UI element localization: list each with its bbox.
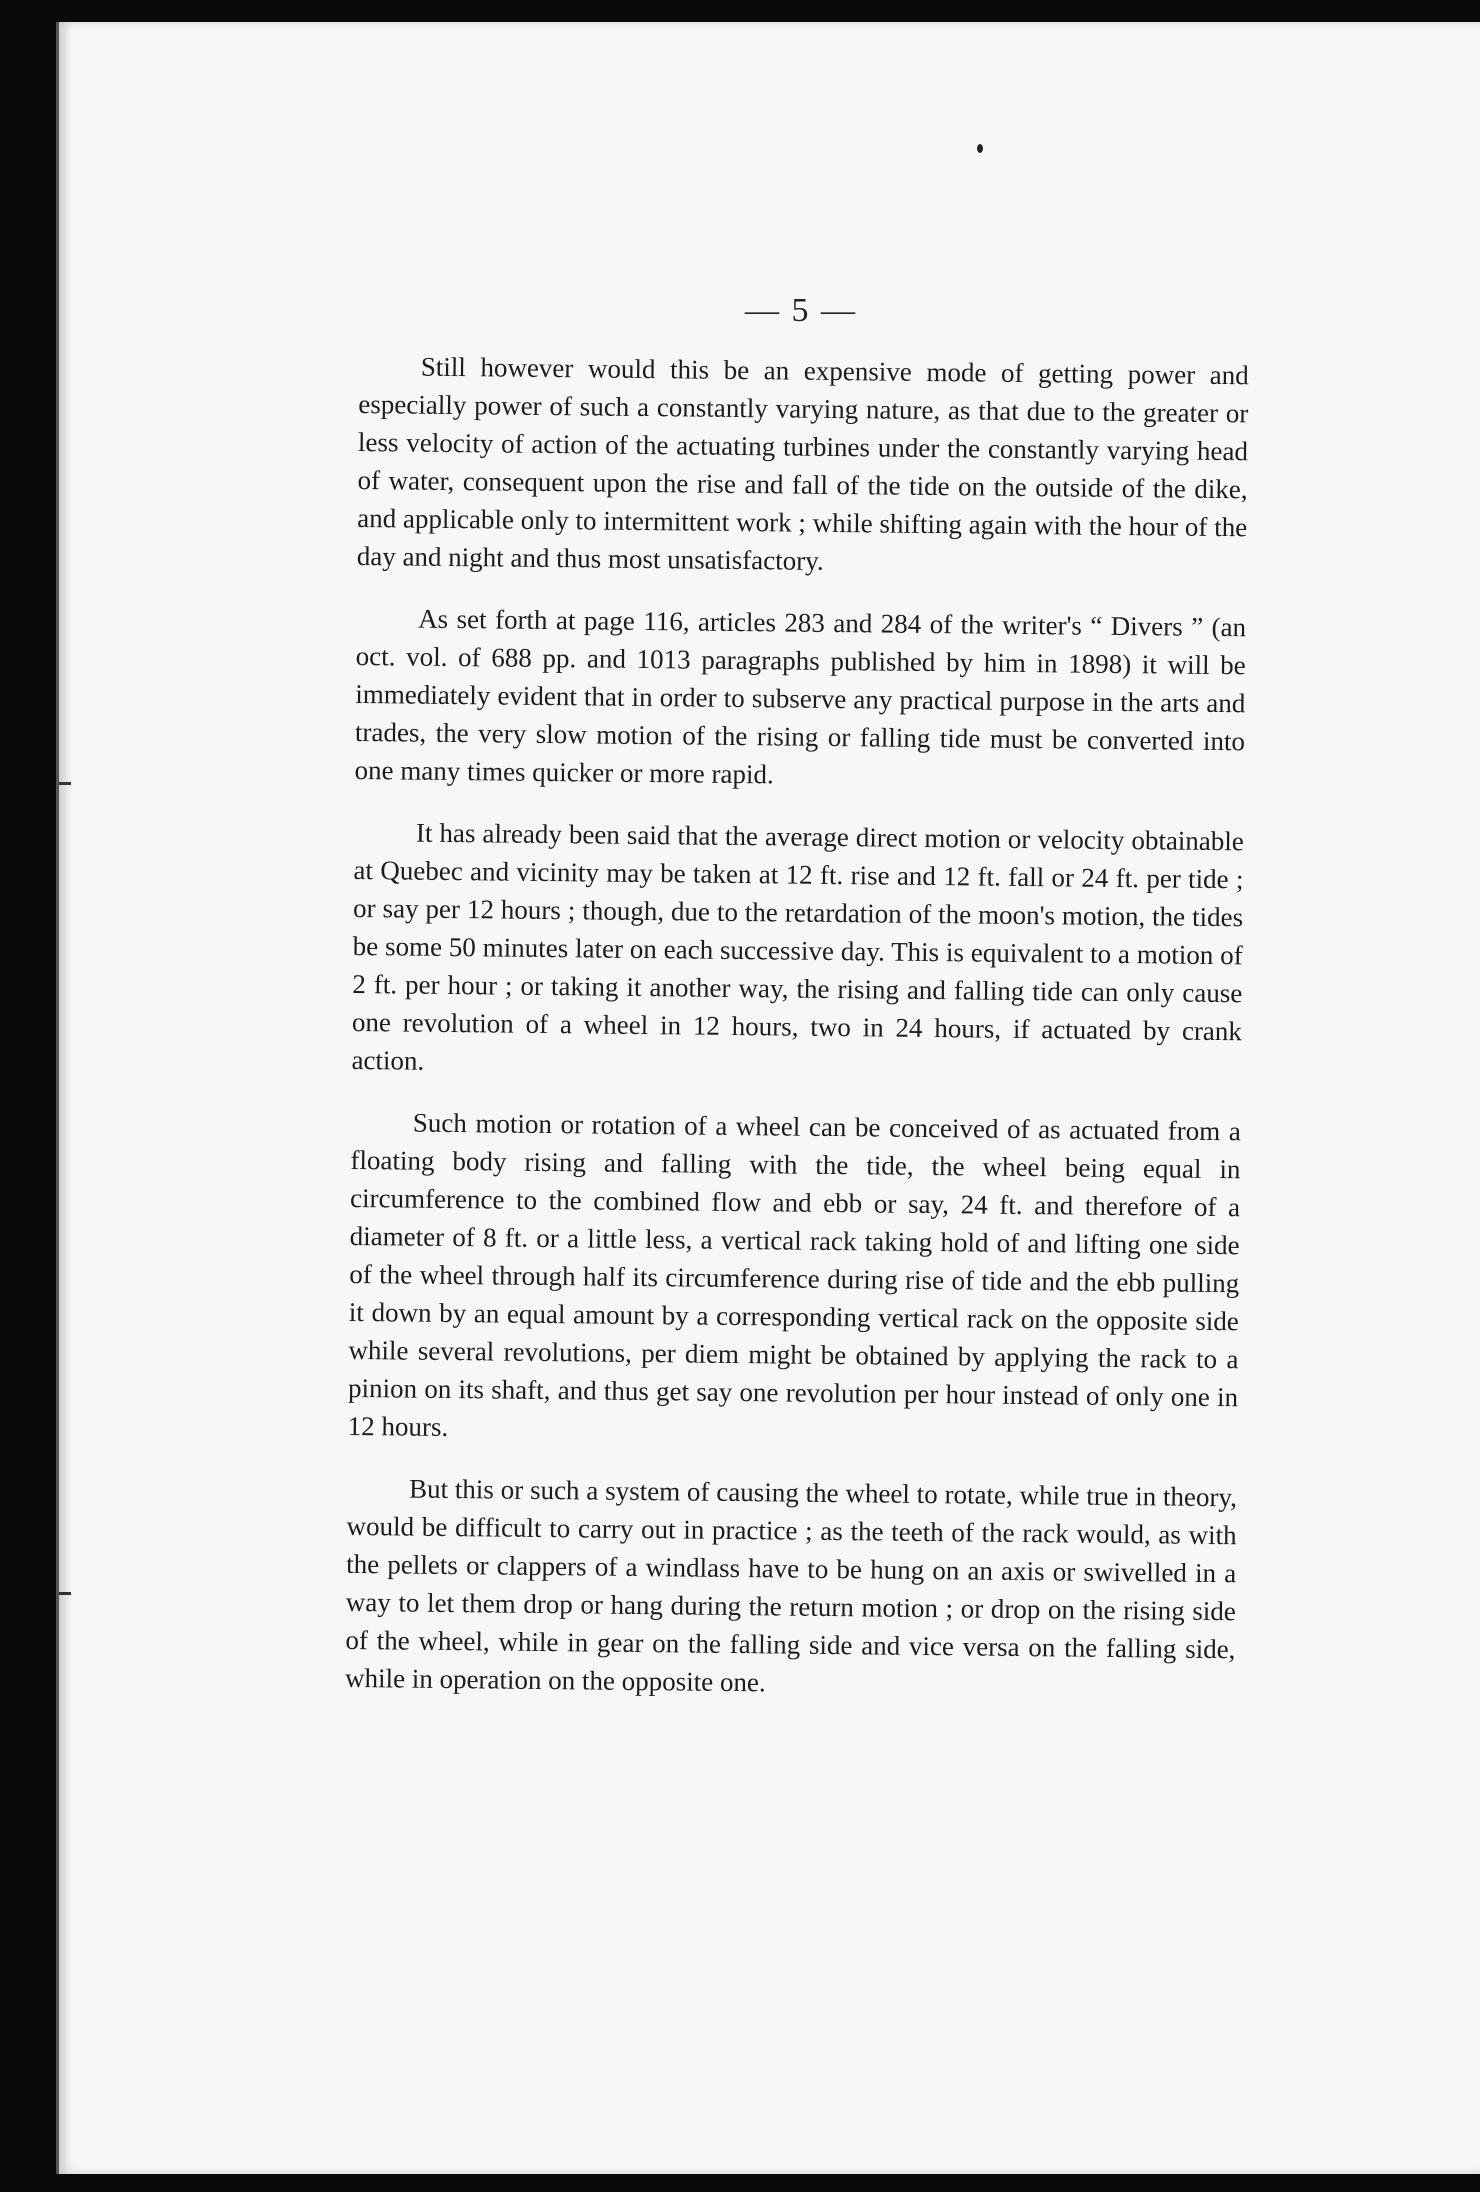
book-page [56,22,1480,2174]
spine-mark [59,782,71,785]
paragraph-4: Such motion or rotation of a wheel can be conceived of as actuated from a floating body rising and falling with the tide, the wheel being equal in circumference to the combined flow and ebb or say, 24 ft. and therefore of a diameter of 8 ft. or a little less, a vertical rack taking hold of and lifting one side of the wheel through half its circumference during rise of tide and the ebb pulling it down by an equal amount by a corresponding vertical rack on the opposite side while several revolutions, per diem might be obtained by applying the rack to a pinion on its shaft, and thus get say one revolution per hour instead of only one in 12 hours. [347,1107,1241,1442]
paragraph-5: But this or such a system of causing the wheel to rotate, while true in theory, would be difficult to carry out in practice ; as the teeth of the rack would, as with the pellets or clappers of a windlass have to be hung on an axis or swivelled in a way to let them drop or hang during the return motion ; or drop on the rising side of the wheel, while in gear on the falling side and vice versa on the falling side, while in operation on the opposite one. [344,1473,1238,1698]
paragraph-2: As set forth at page 116, articles 283 and 284 of the writer's “ Divers ” (an oct. vol. of 688 pp. and 1013 paragraphs published by him in 1898) it will be immediately evident that in order to subserve any practical purpose in the arts and trades, the very slow motion of the rising or falling tide must be converted into one many times quicker or more rapid. [354,603,1247,790]
body-text [345,347,1249,1730]
ink-speck [977,144,983,153]
paragraph-1: Still however would this be an expensive mode of getting power and especially power of such a constantly varying nature, as that due to the greater or less velocity of action of the actuating turbines under the constantly varying head of water, consequent upon the rise and fall of the tide on the outside of the dike, and applicable only to intermittent work ; while shifting again with the hour of the day and night and thus most unsatisfactory. [356,351,1249,576]
page-number: — 5 — [745,292,857,329]
spine-mark [59,1592,71,1595]
paragraph-3: It has already been said that the average direct motion or velocity obtainable at Quebec and vicinity may be taken at 12 ft. rise and 12 ft. fall or 24 ft. per tide ; or say per 12 hours ; though, due to the retardation of the moon's motion, the tides be some 50 minutes later on each successive day. This is equivalent to a motion of 2 ft. per hour ; or taking it another way, the rising and falling tide can only cause one revolution of a wheel in 12 hours, two in 24 hours, if actuated by crank action. [351,817,1245,1076]
